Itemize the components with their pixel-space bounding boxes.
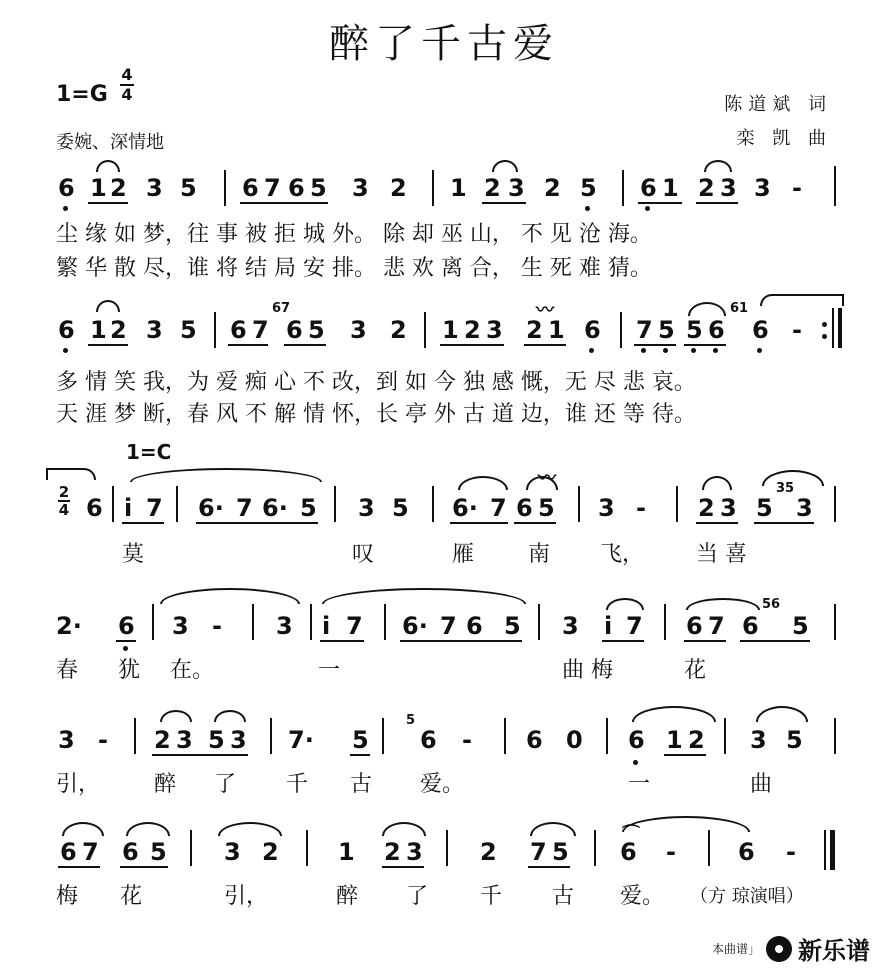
note: 6 bbox=[420, 726, 437, 754]
lyric: 犹 bbox=[118, 658, 141, 683]
low-octave-dot bbox=[123, 646, 128, 651]
grace-notes: 67 bbox=[272, 301, 291, 316]
grace-notes: 56 bbox=[762, 597, 781, 612]
lyric: 春 bbox=[56, 658, 79, 683]
note: 6· bbox=[262, 494, 288, 522]
mordent-icon: 〰 bbox=[538, 468, 556, 489]
key-signature: 1=G bbox=[56, 82, 108, 107]
note: 6 bbox=[584, 316, 601, 344]
note: 1 bbox=[662, 174, 679, 202]
note: 2 bbox=[262, 838, 279, 866]
note: 3 bbox=[350, 316, 367, 344]
note: 3 bbox=[754, 174, 771, 202]
note: 6· bbox=[452, 494, 478, 522]
barline bbox=[384, 604, 386, 640]
beam bbox=[122, 522, 164, 524]
barline bbox=[112, 486, 114, 522]
beam bbox=[120, 866, 168, 868]
beam bbox=[88, 344, 128, 346]
note: 3 bbox=[486, 316, 503, 344]
barline bbox=[310, 604, 312, 640]
note: 2 bbox=[698, 494, 715, 522]
beam bbox=[482, 202, 526, 204]
beam bbox=[58, 866, 100, 868]
tie bbox=[760, 294, 844, 306]
lyric: 古 bbox=[350, 772, 373, 797]
lyric: 千 bbox=[286, 772, 309, 797]
barline bbox=[504, 718, 506, 754]
beam bbox=[638, 202, 682, 204]
note: 6 bbox=[60, 838, 77, 866]
note: 7 bbox=[440, 612, 457, 640]
barline bbox=[424, 312, 426, 348]
footer-label: 本曲谱」 bbox=[711, 942, 760, 956]
tie bbox=[622, 816, 750, 832]
slur bbox=[96, 300, 120, 312]
barline bbox=[834, 604, 836, 640]
note: 3 bbox=[172, 612, 189, 640]
note: 1 bbox=[90, 316, 107, 344]
tempo-marking: 委婉、深情地 bbox=[56, 132, 164, 153]
barline bbox=[538, 604, 540, 640]
note: 2 bbox=[544, 174, 561, 202]
low-octave-dot bbox=[757, 348, 762, 353]
slur bbox=[382, 822, 426, 836]
barline bbox=[176, 486, 178, 522]
note: 3 bbox=[230, 726, 247, 754]
slur bbox=[458, 476, 508, 490]
lyric-line: 天 涯 梦 断，春 风 不 解 情 怀，长 亭 外 古 道 边，谁 还 等 待。 bbox=[56, 402, 696, 427]
note: 6· bbox=[402, 612, 428, 640]
beam bbox=[528, 866, 570, 868]
note: 5 bbox=[552, 838, 569, 866]
lyric: 叹 bbox=[352, 542, 375, 567]
lyric: 引， bbox=[56, 772, 101, 797]
note: 6 bbox=[738, 838, 755, 866]
note: - bbox=[792, 174, 802, 202]
beam bbox=[400, 640, 522, 642]
barline bbox=[834, 718, 836, 754]
note: 1 bbox=[338, 838, 355, 866]
note: 7 bbox=[708, 612, 725, 640]
lyric: 曲 bbox=[750, 772, 773, 797]
slur bbox=[218, 822, 282, 836]
lyric-line: 繁 华 散 尽，谁 将 结 局 安 排。 悲 欢 离 合， 生 死 难 猜。 bbox=[56, 256, 652, 281]
note: 3 bbox=[720, 174, 737, 202]
note: 1 bbox=[90, 174, 107, 202]
barline bbox=[724, 718, 726, 754]
note: 3 bbox=[224, 838, 241, 866]
grace-notes: 35 bbox=[776, 481, 795, 496]
lyric: 了 bbox=[406, 884, 429, 909]
note: - bbox=[786, 838, 796, 866]
note: 3 bbox=[720, 494, 737, 522]
lyric: 引， bbox=[224, 884, 269, 909]
low-octave-dot bbox=[645, 206, 650, 211]
barline bbox=[214, 312, 216, 348]
note: 6 bbox=[230, 316, 247, 344]
low-octave-dot bbox=[713, 348, 718, 353]
slur bbox=[96, 160, 120, 172]
note: 5 bbox=[150, 838, 167, 866]
barline bbox=[594, 830, 596, 866]
lyric: 一 bbox=[318, 658, 341, 683]
note: 0 bbox=[566, 726, 583, 754]
note: 6 bbox=[752, 316, 769, 344]
slur bbox=[492, 160, 518, 172]
note: 3 bbox=[406, 838, 423, 866]
note: 2 bbox=[390, 174, 407, 202]
note: 6 bbox=[288, 174, 305, 202]
lyric: 莫 bbox=[122, 542, 145, 567]
note: i bbox=[124, 494, 133, 522]
note: 2 bbox=[110, 174, 127, 202]
note: 1 bbox=[442, 316, 459, 344]
barline bbox=[622, 170, 624, 206]
note: i bbox=[322, 612, 331, 640]
beam bbox=[634, 344, 676, 346]
barline bbox=[432, 486, 434, 522]
note: 5 bbox=[352, 726, 369, 754]
note: 5 bbox=[786, 726, 803, 754]
note: 1 bbox=[548, 316, 565, 344]
slur bbox=[632, 706, 716, 722]
record-disc-icon bbox=[766, 936, 792, 962]
note: - bbox=[666, 838, 676, 866]
note: 6 bbox=[628, 726, 645, 754]
beam bbox=[382, 866, 424, 868]
beam bbox=[240, 202, 328, 204]
beam bbox=[88, 202, 128, 204]
note: - bbox=[636, 494, 646, 522]
note: 2 bbox=[154, 726, 171, 754]
note: 5 bbox=[504, 612, 521, 640]
lyric: 曲 梅 bbox=[562, 658, 613, 683]
note: 5 bbox=[392, 494, 409, 522]
note: 6 bbox=[58, 316, 75, 344]
low-octave-dot bbox=[633, 760, 638, 765]
beam bbox=[514, 522, 556, 524]
low-octave-dot bbox=[63, 206, 68, 211]
key-change: 1=C bbox=[126, 440, 172, 464]
slur bbox=[530, 822, 576, 836]
note: 3 bbox=[562, 612, 579, 640]
note: 5 bbox=[756, 494, 773, 522]
note: 2 bbox=[484, 174, 501, 202]
note: 7 bbox=[490, 494, 507, 522]
barline bbox=[834, 166, 836, 206]
slur bbox=[686, 598, 760, 610]
lyric: 飞， bbox=[600, 542, 645, 567]
time-signature bbox=[120, 66, 134, 104]
note: 5 bbox=[180, 316, 197, 344]
note: 6· bbox=[198, 494, 224, 522]
low-octave-dot bbox=[585, 206, 590, 211]
fermata-icon: ⌒ bbox=[622, 824, 640, 845]
note: 5 bbox=[180, 174, 197, 202]
note: 6 bbox=[742, 612, 759, 640]
note: 6 bbox=[122, 838, 139, 866]
note: 2 bbox=[526, 316, 543, 344]
slur bbox=[756, 706, 808, 722]
barline bbox=[664, 604, 666, 640]
lyric: 了 bbox=[214, 772, 237, 797]
note: 2 bbox=[464, 316, 481, 344]
low-octave-dot bbox=[641, 348, 646, 353]
beam bbox=[284, 344, 326, 346]
lyric: 梅 bbox=[56, 884, 79, 909]
note: 3 bbox=[508, 174, 525, 202]
performer-credit: （方 琼演唱） bbox=[690, 886, 804, 907]
watermark bbox=[712, 931, 870, 966]
note: 6 bbox=[686, 612, 703, 640]
final-barline bbox=[838, 308, 842, 348]
repeat-dot bbox=[822, 322, 827, 327]
note: 5 bbox=[208, 726, 225, 754]
barline bbox=[446, 830, 448, 866]
beam bbox=[320, 640, 364, 642]
beam bbox=[664, 754, 706, 756]
grace-notes: 5 bbox=[406, 713, 416, 728]
lyric-line: 尘 缘 如 梦，往 事 被 拒 城 外。 除 却 巫 山， 不 见 沧 海。 bbox=[56, 222, 652, 247]
note: - bbox=[462, 726, 472, 754]
note: 3 bbox=[176, 726, 193, 754]
brand-logo-text: 新乐谱 bbox=[798, 937, 870, 965]
note: 5 bbox=[310, 174, 327, 202]
note: 6 bbox=[708, 316, 725, 344]
note: 5 bbox=[580, 174, 597, 202]
lyric: 在。 bbox=[170, 658, 215, 683]
final-barline bbox=[830, 830, 835, 870]
lyric: 醉 bbox=[154, 772, 177, 797]
barline bbox=[334, 486, 336, 522]
note: 3 bbox=[276, 612, 293, 640]
beam bbox=[152, 754, 248, 756]
note: 5 bbox=[792, 612, 809, 640]
note: 7 bbox=[626, 612, 643, 640]
note: 3 bbox=[750, 726, 767, 754]
lyric: 花 bbox=[120, 884, 143, 909]
note: 6 bbox=[640, 174, 657, 202]
note: 6 bbox=[620, 838, 637, 866]
note: 7 bbox=[346, 612, 363, 640]
lyricist: 陈道斌 词 bbox=[724, 94, 832, 115]
time-sig-bottom: 4 bbox=[121, 85, 133, 104]
low-octave-dot bbox=[63, 348, 68, 353]
barline bbox=[432, 170, 434, 206]
barline bbox=[606, 718, 608, 754]
note: i bbox=[604, 612, 613, 640]
barline bbox=[306, 830, 308, 866]
note: 7 bbox=[252, 316, 269, 344]
beam bbox=[196, 522, 318, 524]
note: 7· bbox=[288, 726, 314, 754]
note: 2 bbox=[110, 316, 127, 344]
note: 1 bbox=[666, 726, 683, 754]
beam bbox=[684, 344, 726, 346]
low-octave-dot bbox=[589, 348, 594, 353]
note: 7 bbox=[264, 174, 281, 202]
low-octave-dot bbox=[663, 348, 668, 353]
beam bbox=[740, 640, 810, 642]
barline bbox=[578, 486, 580, 522]
beam bbox=[450, 522, 508, 524]
note: 3 bbox=[598, 494, 615, 522]
lyric: 醉 bbox=[336, 884, 359, 909]
note: 7 bbox=[530, 838, 547, 866]
time-signature-2: 2 4 bbox=[58, 483, 70, 519]
beam bbox=[116, 640, 136, 642]
barline bbox=[834, 486, 836, 522]
beam bbox=[524, 344, 566, 346]
note: 3 bbox=[352, 174, 369, 202]
note: 5 bbox=[300, 494, 317, 522]
lyric: 千 bbox=[480, 884, 503, 909]
composer: 栾 凯 曲 bbox=[736, 128, 832, 149]
beam bbox=[440, 344, 504, 346]
lyric: 南 bbox=[528, 542, 551, 567]
slur bbox=[62, 822, 104, 836]
note: 6 bbox=[118, 612, 135, 640]
barline bbox=[382, 718, 384, 754]
lyric: 古 bbox=[552, 884, 575, 909]
repeat-dot bbox=[822, 334, 827, 339]
note: 5 bbox=[686, 316, 703, 344]
barline bbox=[676, 486, 678, 522]
lyric-line: 多 情 笑 我，为 爱 痴 心 不 改，到 如 今 独 感 慨，无 尽 悲 哀。 bbox=[56, 370, 696, 395]
barline bbox=[134, 718, 136, 754]
beam bbox=[350, 754, 370, 756]
slur bbox=[130, 468, 322, 482]
note: 6 bbox=[242, 174, 259, 202]
note: 2 bbox=[698, 174, 715, 202]
beam bbox=[696, 522, 738, 524]
note: 2 bbox=[688, 726, 705, 754]
note: 6 bbox=[58, 174, 75, 202]
beam bbox=[684, 640, 726, 642]
note: 7 bbox=[82, 838, 99, 866]
note: 5 bbox=[308, 316, 325, 344]
mordent-icon: 〰 bbox=[536, 300, 554, 321]
lyric: 当 喜 bbox=[696, 542, 747, 567]
slur bbox=[322, 588, 526, 604]
note: 5 bbox=[538, 494, 555, 522]
note: 7 bbox=[636, 316, 653, 344]
note: 6 bbox=[286, 316, 303, 344]
low-octave-dot bbox=[691, 348, 696, 353]
barline bbox=[620, 312, 622, 348]
note: 5 bbox=[658, 316, 675, 344]
note: 1 bbox=[450, 174, 467, 202]
note: 2 bbox=[390, 316, 407, 344]
note: - bbox=[212, 612, 222, 640]
time-sig-top: 4 bbox=[121, 65, 133, 84]
note: 6 bbox=[516, 494, 533, 522]
note: 6 bbox=[86, 494, 103, 522]
barline bbox=[152, 604, 154, 640]
slur bbox=[606, 598, 644, 610]
note: 3 bbox=[358, 494, 375, 522]
slur bbox=[704, 160, 732, 172]
slur bbox=[160, 710, 192, 722]
lyric: 一 bbox=[628, 772, 651, 797]
barline bbox=[832, 308, 834, 348]
barline bbox=[190, 830, 192, 866]
slur bbox=[688, 302, 726, 316]
barline bbox=[824, 830, 826, 870]
beam bbox=[754, 522, 814, 524]
lyric: 爱。 bbox=[620, 884, 665, 909]
note: 3 bbox=[146, 316, 163, 344]
lyric: 雁 bbox=[452, 542, 475, 567]
grace-notes: 61 bbox=[730, 301, 749, 316]
note: 6 bbox=[526, 726, 543, 754]
note: 6 bbox=[466, 612, 483, 640]
page-title: 醉了千古爱 bbox=[329, 21, 559, 67]
lyric: 爱。 bbox=[420, 772, 465, 797]
note: 3 bbox=[146, 174, 163, 202]
slur bbox=[126, 822, 170, 836]
note: 2 bbox=[480, 838, 497, 866]
barline bbox=[708, 830, 710, 866]
beam bbox=[228, 344, 268, 346]
note: 3 bbox=[796, 494, 813, 522]
beam bbox=[602, 640, 644, 642]
slur bbox=[702, 476, 732, 490]
tie bbox=[46, 468, 96, 480]
note: 2 bbox=[384, 838, 401, 866]
tie bbox=[160, 588, 300, 604]
barline bbox=[270, 718, 272, 754]
note: 7 bbox=[146, 494, 163, 522]
note: - bbox=[98, 726, 108, 754]
beam bbox=[696, 202, 738, 204]
barline bbox=[224, 170, 226, 206]
lyric: 花 bbox=[684, 658, 707, 683]
slur bbox=[214, 710, 246, 722]
note: 7 bbox=[236, 494, 253, 522]
note: - bbox=[792, 316, 802, 344]
note: 3 bbox=[58, 726, 75, 754]
note: 2· bbox=[56, 612, 82, 640]
barline bbox=[252, 604, 254, 640]
